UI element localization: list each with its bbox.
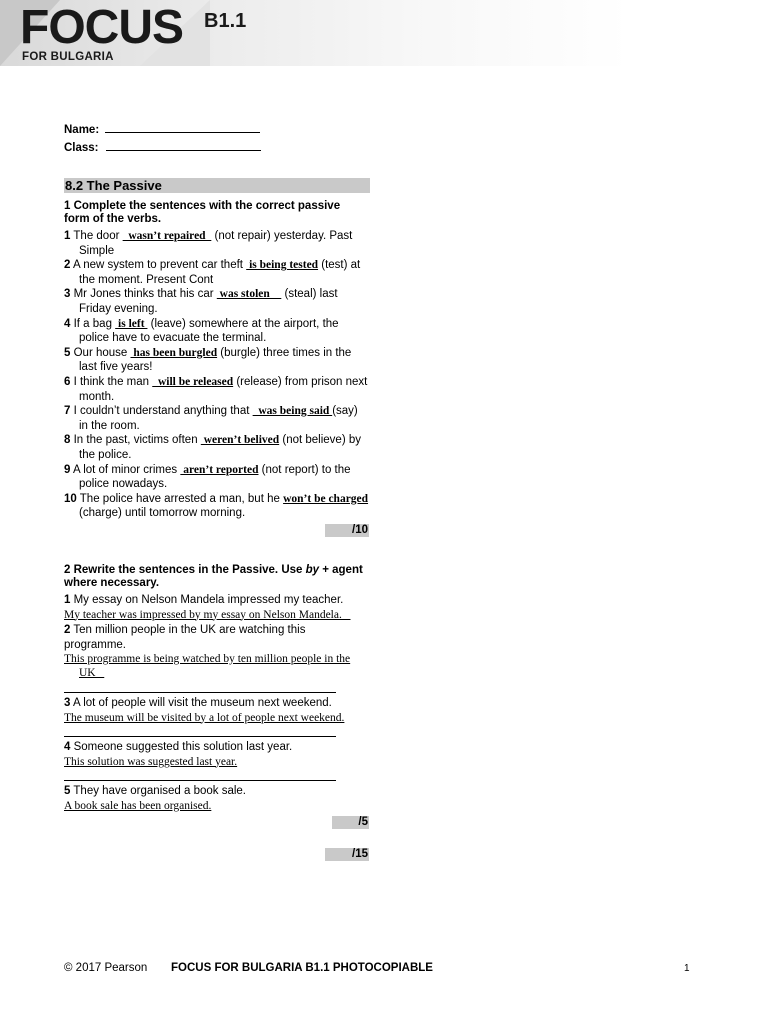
footer-copyright: © 2017 Pearson bbox=[64, 962, 148, 974]
writing-line[interactable] bbox=[64, 780, 336, 781]
answer-text-continued: UK bbox=[79, 667, 105, 679]
class-line[interactable] bbox=[106, 140, 261, 151]
answer-text: A book sale has been organised. bbox=[64, 799, 212, 812]
list-item: 6 I think the man will be released (release) from prison next month. bbox=[64, 375, 368, 403]
exercise2-item-2: 2 Ten million people in the UK are watching this programme. This programme is being watched by ten million people in the UK bbox=[64, 623, 369, 680]
exercise1-list bbox=[64, 229, 369, 521]
logo-subtitle: FOR BULGARIA bbox=[22, 51, 114, 63]
answer-text: The museum will be visited by a lot of people next weekend. bbox=[64, 711, 345, 724]
name-label: Name: bbox=[64, 124, 100, 136]
writing-line[interactable] bbox=[64, 736, 336, 737]
list-item: 3 Mr Jones thinks that his car was stolen (steal) last Friday evening. bbox=[64, 288, 338, 315]
exercise2-score: /5 bbox=[332, 816, 369, 829]
logo-level: B1.1 bbox=[204, 10, 247, 32]
page-number: 1 bbox=[684, 963, 690, 974]
list-item: 2 A new system to prevent car theft is being tested (test) at the moment. Present Cont bbox=[64, 259, 361, 286]
class-field bbox=[64, 140, 261, 154]
logo-text: FOCUS bbox=[20, 1, 183, 54]
answer-text: My teacher was impressed by my essay on Nelson Mandela. bbox=[64, 608, 351, 621]
list-item: 8 In the past, victims often weren’t belived (not believe) by the police. bbox=[64, 434, 361, 461]
name-field bbox=[64, 122, 260, 136]
exercise2-item-1: 1 My essay on Nelson Mandela impressed my teacher. My teacher was impressed by my essay on Nelson Mandela. bbox=[64, 593, 369, 622]
exercise2-instruction: 2 Rewrite the sentences in the Passive. Use by + agent where necessary. bbox=[64, 564, 363, 589]
answer-text: This solution was suggested last year. bbox=[64, 755, 238, 768]
exercise2-item-3: 3 A lot of people will visit the museum next weekend. The museum will be visited by a lot of people next weekend. bbox=[64, 696, 369, 725]
class-label: Class: bbox=[64, 142, 99, 154]
footer-title: FOCUS FOR BULGARIA B1.1 PHOTOCOPIABLE bbox=[171, 962, 433, 974]
section-title: 8.2 The Passive bbox=[64, 178, 370, 193]
answer-text: This programme is being watched by ten million people in the bbox=[64, 653, 351, 665]
exercise2-item-5: 5 They have organised a book sale. A book sale has been organised. bbox=[64, 784, 369, 813]
total-score: /15 bbox=[325, 848, 369, 861]
exercise1-score: /10 bbox=[325, 524, 369, 537]
list-item: 5 Our house has been burgled (burgle) three times in the last five years! bbox=[64, 346, 352, 374]
exercise1-instruction: 1 Complete the sentences with the correct passive form of the verbs. bbox=[64, 200, 341, 225]
list-item: 9 A lot of minor crimes aren’t reported (not report) to the police nowadays. bbox=[64, 463, 351, 491]
exercise2-item-4: 4 Someone suggested this solution last year. This solution was suggested last year. bbox=[64, 740, 369, 769]
name-line[interactable] bbox=[105, 122, 260, 133]
list-item: 1 The door wasn’t repaired (not repair) yesterday. Past Simple bbox=[64, 230, 353, 257]
writing-line[interactable] bbox=[64, 692, 336, 693]
list-item: 4 If a bag is left (leave) somewhere at the airport, the police have to evacuate the terminal. bbox=[64, 317, 339, 345]
list-item: 7 I couldn’t understand anything that was being said (say) in the room. bbox=[64, 405, 358, 432]
list-item: 10 The police have arrested a man, but he won’t be charged (charge) until tomorrow morning. bbox=[64, 492, 369, 520]
